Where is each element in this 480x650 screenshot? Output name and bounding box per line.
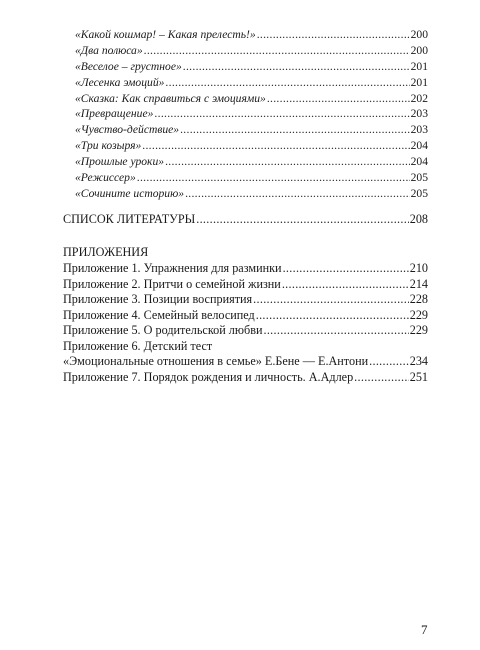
appendix-page: 210 — [409, 261, 428, 275]
dot-leader — [283, 261, 409, 277]
toc-entry — [75, 91, 428, 107]
dot-leader — [144, 43, 410, 59]
appendix-page: 234 — [409, 354, 428, 368]
dot-leader — [253, 292, 409, 308]
toc-entry-page: 204 — [410, 155, 428, 169]
toc-entry-title: «Какой кошмар! – Какая прелесть!» — [75, 28, 256, 41]
toc-entry-page: 201 — [410, 75, 428, 89]
appendix-entry — [63, 323, 428, 339]
appendices-heading: ПРИЛОЖЕНИЯ — [63, 245, 149, 259]
toc-entry-title: «Превращение» — [75, 107, 154, 121]
toc-entry — [75, 186, 428, 202]
appendix-page: 229 — [409, 323, 428, 337]
toc-entry-title: «Лесенка эмоций» — [75, 75, 165, 89]
toc-entry-title: «Прошлые уроки» — [75, 155, 165, 169]
toc-entry — [75, 154, 428, 170]
appendix-entry — [63, 354, 428, 370]
toc-entry-page: 200 — [410, 28, 428, 41]
bibliography-page: 208 — [409, 212, 428, 226]
toc-entry — [75, 106, 428, 122]
dot-leader — [165, 75, 409, 91]
dot-leader — [183, 59, 410, 75]
appendix-page: 228 — [409, 292, 428, 306]
appendix-entry — [63, 292, 428, 308]
appendix-title: Приложение 7. Порядок рождения и личность. А.Адлер — [63, 369, 354, 384]
dot-leader — [263, 323, 408, 339]
dot-leader — [282, 277, 409, 293]
appendix-title: Приложение 4. Семейный велосипед — [63, 307, 255, 322]
exercise-list — [75, 27, 428, 202]
toc-entry-title: «Веселое – грустное» — [75, 59, 182, 73]
dot-leader — [196, 211, 408, 227]
appendix-title: Приложение 2. Притчи о семейной жизни — [63, 276, 281, 291]
toc-entry-title: «Два полюса» — [75, 43, 143, 57]
toc-entry — [75, 27, 428, 43]
dot-leader — [137, 170, 410, 186]
appendix-entry — [63, 261, 428, 277]
appendix-title: Приложение 5. О родительской любви — [63, 323, 263, 337]
appendices-section — [63, 244, 428, 385]
appendix-page: 214 — [409, 276, 428, 291]
dot-leader — [257, 27, 410, 43]
dot-leader — [185, 186, 410, 202]
appendix-page: 229 — [409, 307, 428, 322]
appendix-entry — [63, 370, 428, 386]
bibliography-entry — [63, 211, 428, 227]
toc-entry-title: «Сочините историю» — [75, 186, 185, 200]
dot-leader — [369, 354, 409, 370]
toc-entry-title: «Чувство-действие» — [75, 123, 180, 137]
toc-entry-page: 205 — [410, 186, 428, 200]
toc-entry — [75, 43, 428, 59]
dot-leader — [354, 370, 409, 386]
toc-entry-page: 205 — [410, 171, 428, 185]
bibliography-section — [63, 211, 428, 227]
appendix-title: Приложение 3. Позиции восприятия — [63, 292, 253, 306]
toc-entry-page: 201 — [410, 59, 428, 73]
appendix-page: 251 — [409, 369, 428, 384]
appendix-title: Приложение 1. Упражнения для разминки — [63, 261, 282, 275]
dot-leader — [165, 154, 410, 170]
appendix-6-title-line2: «Эмоциональные отношения в семье» Е.Бене — Е.Антони — [63, 354, 369, 368]
toc-entry — [75, 122, 428, 138]
appendix-6-title-line1: Приложение 6. Детский тест — [63, 338, 213, 353]
toc-entry — [75, 59, 428, 75]
appendix-entry — [63, 277, 428, 293]
toc-entry-page: 204 — [410, 139, 428, 153]
toc-entry-page: 203 — [410, 107, 428, 121]
dot-leader — [267, 91, 410, 107]
toc-entry-title: «Три козыря» — [75, 139, 142, 153]
dot-leader — [154, 106, 409, 122]
dot-leader — [180, 122, 410, 138]
toc-entry — [75, 75, 428, 91]
toc-entry-page: 203 — [410, 123, 428, 137]
toc-entry — [75, 170, 428, 186]
bibliography-title: СПИСОК ЛИТЕРАТУРЫ — [63, 212, 196, 226]
dot-leader — [256, 308, 409, 324]
toc-entry-title: «Сказка: Как справиться с эмоциями» — [75, 91, 266, 105]
toc-entry-page: 200 — [410, 43, 428, 57]
appendix-entry — [63, 308, 428, 324]
page-number: 7 — [421, 622, 428, 637]
dot-leader — [142, 138, 409, 154]
toc-entry-title: «Режиссер» — [75, 171, 136, 185]
toc-entry-page: 202 — [410, 91, 428, 105]
toc-entry — [75, 138, 428, 154]
